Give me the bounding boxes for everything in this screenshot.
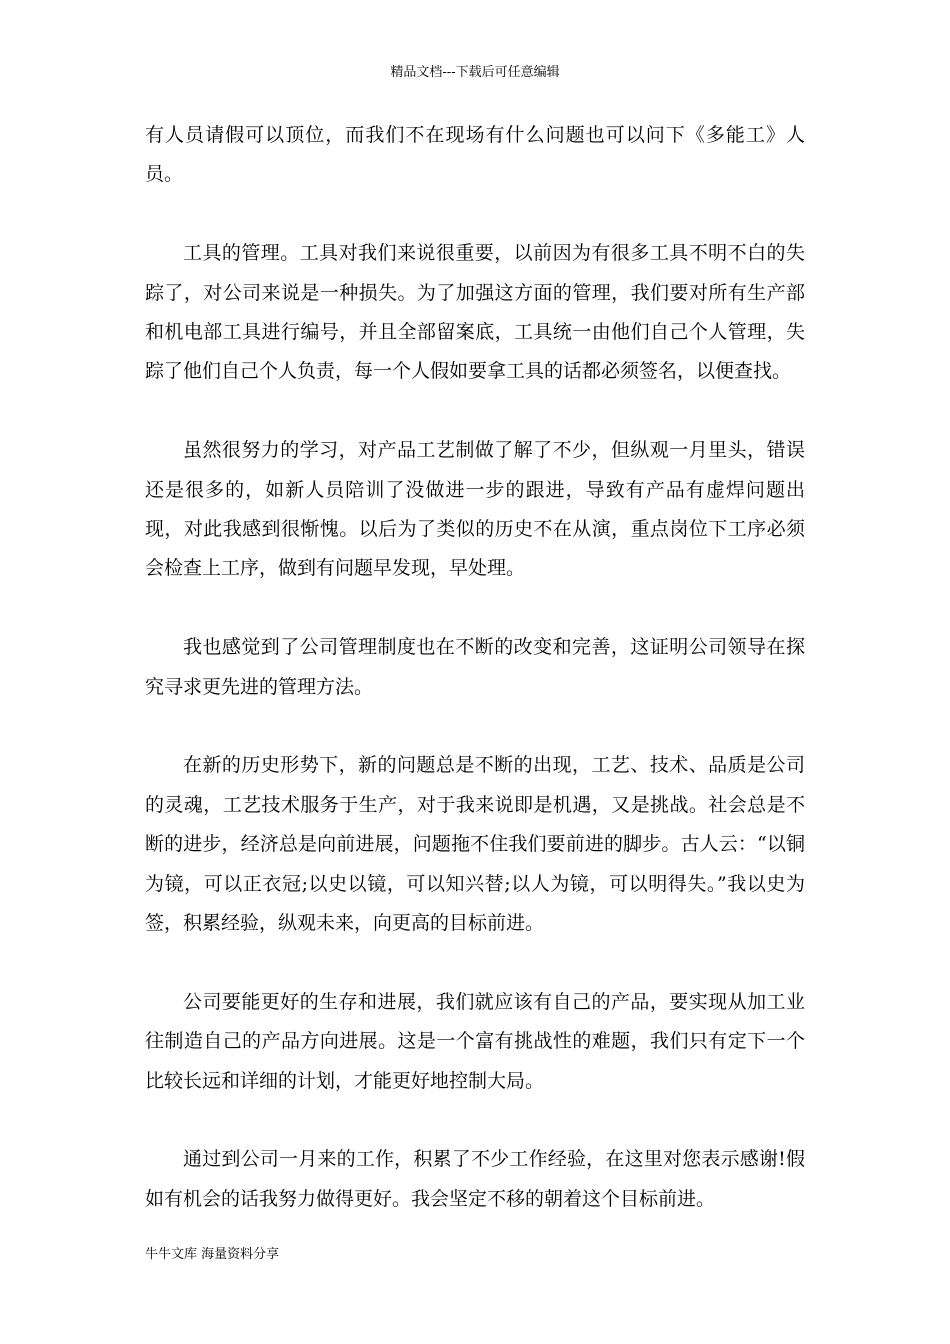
page-header: 精品文档---下载后可任意编辑 xyxy=(390,65,560,80)
paragraph-6: 公司要能更好的生存和进展，我们就应该有自己的产品，要实现从加工业往制造自己的产品方向进展。这是一个富有挑战性的难题，我们只有定下一个比较长远和详细的计划，才能更好地控制大局。 xyxy=(145,990,805,1092)
paragraph-1: 有人员请假可以顶位，而我们不在现场有什么问题也可以问下《多能工》人员。 xyxy=(145,124,805,186)
page-footer: 牛牛文库 海量资料分享 xyxy=(145,1247,280,1262)
paragraph-3: 虽然很努力的学习，对产品工艺制做了解了不少，但纵观一月里头，错误还是很多的，如新人员陪训了没做进一步的跟进，导致有产品有虚焊问题出现，对此我感到很惭愧。以后为了类似的历史不在从演，重点岗位下工序必须会检查上工序，做到有问题早发现，早处理。 xyxy=(145,439,805,580)
paragraph-7: 通过到公司一月来的工作，积累了不少工作经验，在这里对您表示感谢!假如有机会的话我努力做得更好。我会坚定不移的朝着这个目标前进。 xyxy=(145,1148,805,1210)
paragraph-4: 我也感觉到了公司管理制度也在不断的改变和完善，这证明公司领导在探究寻求更先进的管理方法。 xyxy=(145,636,805,698)
paragraph-5: 在新的历史形势下，新的问题总是不断的出现，工艺、技术、品质是公司的灵魂，工艺技术服务于生产，对于我来说即是机遇，又是挑战。社会总是不断的进步，经济总是向前进展，问题拖不住我们要前进的脚步。古人云：“以铜为镜，可以正衣冠;以史以镜，可以知兴替;以人为镜，可以明得失。”我以史为签，积累经验，纵观未来，向更高的目标前进。 xyxy=(145,754,805,935)
document-body xyxy=(145,116,805,1259)
paragraph-2: 工具的管理。工具对我们来说很重要，以前因为有很多工具不明不白的失踪了，对公司来说是一种损失。为了加强这方面的管理，我们要对所有生产部和机电部工具进行编号，并且全部留案底，工具统一由他们自己个人管理，失踪了他们自己个人负责，每一个人假如要拿工具的话都必须签名，以便查找。 xyxy=(145,242,805,383)
